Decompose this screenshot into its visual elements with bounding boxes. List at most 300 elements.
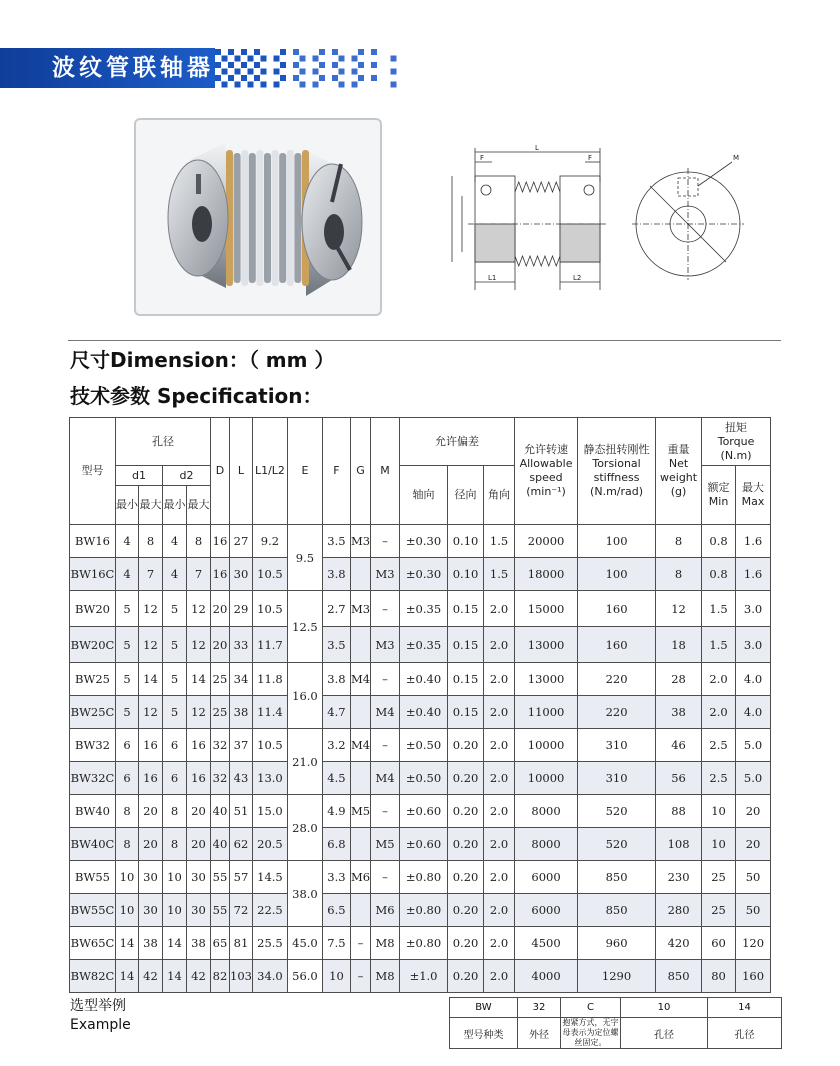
cell-d: 20 xyxy=(211,591,230,627)
cell-radial: 0.15 xyxy=(448,591,484,627)
header-model: 型号 xyxy=(70,418,116,525)
cell-l1: 11.4 xyxy=(252,696,287,729)
cell-weight: 12 xyxy=(656,591,702,627)
cell-tmax: 50 xyxy=(736,861,771,894)
cell-d: 82 xyxy=(211,960,230,993)
cell-d2min: 5 xyxy=(163,663,187,696)
cell-d2max: 42 xyxy=(187,960,211,993)
cell-e: 38.0 xyxy=(287,861,322,927)
cell-l: 33 xyxy=(230,627,253,663)
cell-g: M3 xyxy=(350,591,370,627)
cell-d1min: 8 xyxy=(116,795,139,828)
cell-rated: 1.5 xyxy=(702,591,736,627)
cell-stiff: 100 xyxy=(578,525,656,558)
cell-e: 56.0 xyxy=(287,960,322,993)
cell-d: 16 xyxy=(211,525,230,558)
drawing-label-l: L xyxy=(535,144,539,152)
cell-weight: 420 xyxy=(656,927,702,960)
cell-speed: 18000 xyxy=(515,558,578,591)
cell-d1max: 20 xyxy=(139,795,163,828)
cell-stiff: 160 xyxy=(578,591,656,627)
specification-table xyxy=(69,417,771,993)
cell-d2max: 12 xyxy=(187,696,211,729)
weight-unit: (g) xyxy=(670,485,687,498)
cell-g xyxy=(350,696,370,729)
cell-f: 6.5 xyxy=(322,894,350,927)
rated-cn: 额定 xyxy=(707,481,730,494)
cell-tmax: 3.0 xyxy=(736,627,771,663)
cell-tmax: 1.6 xyxy=(736,525,771,558)
header-angular: 角向 xyxy=(484,466,515,525)
table-row xyxy=(70,591,771,627)
cell-d2max: 38 xyxy=(187,927,211,960)
cell-d2min: 8 xyxy=(163,828,187,861)
cell-speed: 6000 xyxy=(515,861,578,894)
cell-d2max: 30 xyxy=(187,861,211,894)
header-d2-min: 最小 xyxy=(163,486,187,525)
header-max-torque xyxy=(736,466,771,525)
page-title: 波纹管联轴器 xyxy=(52,55,214,81)
cell-model: BW16C xyxy=(70,558,116,591)
cell-speed: 10000 xyxy=(515,729,578,762)
header-rated xyxy=(702,466,736,525)
table-row xyxy=(70,696,771,729)
cell-d2min: 6 xyxy=(163,762,187,795)
table-row xyxy=(70,828,771,861)
speed-cn: 允许转速 xyxy=(524,443,569,456)
cell-d: 55 xyxy=(211,861,230,894)
cell-d1min: 5 xyxy=(116,591,139,627)
cell-d1min: 14 xyxy=(116,960,139,993)
cell-e: 12.5 xyxy=(287,591,322,663)
cell-g xyxy=(350,627,370,663)
cell-radial: 0.20 xyxy=(448,729,484,762)
cell-l1: 10.5 xyxy=(252,729,287,762)
cell-g: – xyxy=(350,960,370,993)
cell-angular: 2.0 xyxy=(484,861,515,894)
speed-en2: speed xyxy=(529,471,563,484)
cell-f: 6.8 xyxy=(322,828,350,861)
table-row xyxy=(70,558,771,591)
cell-d2min: 5 xyxy=(163,696,187,729)
cell-m: – xyxy=(371,861,400,894)
cell-l1: 20.5 xyxy=(252,828,287,861)
header-radial: 径向 xyxy=(448,466,484,525)
cell-speed: 4500 xyxy=(515,927,578,960)
cell-stiff: 850 xyxy=(578,894,656,927)
cell-d1min: 5 xyxy=(116,696,139,729)
cell-f: 7.5 xyxy=(322,927,350,960)
cell-rated: 2.5 xyxy=(702,762,736,795)
cell-speed: 15000 xyxy=(515,591,578,627)
example-label-en: Example xyxy=(70,1017,131,1033)
cell-l: 81 xyxy=(230,927,253,960)
cell-tmax: 160 xyxy=(736,960,771,993)
cell-radial: 0.15 xyxy=(448,696,484,729)
table-row xyxy=(70,795,771,828)
cell-angular: 2.0 xyxy=(484,795,515,828)
cell-d1max: 30 xyxy=(139,894,163,927)
dimension-heading: 尺寸Dimension：（ mm ） xyxy=(70,348,335,372)
example-code-od: 32 xyxy=(518,998,561,1018)
cell-angular: 2.0 xyxy=(484,696,515,729)
drawing-label-l2: L2 xyxy=(573,274,582,282)
cell-f: 3.5 xyxy=(322,525,350,558)
drawing-label-f-right: F xyxy=(588,154,593,162)
header-g: G xyxy=(350,418,370,525)
cell-e: 16.0 xyxy=(287,663,322,729)
cell-model: BW25 xyxy=(70,663,116,696)
example-desc-clamp: 抱紧方式，无字母表示为定位螺丝固定。 xyxy=(562,1018,619,1047)
cell-axial: ±0.30 xyxy=(400,558,448,591)
cell-d: 16 xyxy=(211,558,230,591)
cell-l: 43 xyxy=(230,762,253,795)
cell-d1min: 10 xyxy=(116,894,139,927)
cell-speed: 8000 xyxy=(515,795,578,828)
cell-rated: 2.0 xyxy=(702,663,736,696)
cell-rated: 0.8 xyxy=(702,558,736,591)
cell-f: 3.3 xyxy=(322,861,350,894)
cell-angular: 2.0 xyxy=(484,894,515,927)
cell-model: BW40C xyxy=(70,828,116,861)
cell-rated: 2.0 xyxy=(702,696,736,729)
table-row xyxy=(70,894,771,927)
cell-d1min: 4 xyxy=(116,525,139,558)
technical-drawing xyxy=(440,142,760,304)
cell-radial: 0.10 xyxy=(448,525,484,558)
cell-tmax: 20 xyxy=(736,828,771,861)
cell-d: 25 xyxy=(211,663,230,696)
header-bore: 孔径 xyxy=(116,418,211,466)
weight-en2: weight xyxy=(660,471,698,484)
cell-d: 25 xyxy=(211,696,230,729)
header-l1l2: L1/L2 xyxy=(252,418,287,525)
cell-l: 29 xyxy=(230,591,253,627)
cell-d2max: 16 xyxy=(187,762,211,795)
cell-rated: 0.8 xyxy=(702,525,736,558)
cell-angular: 2.0 xyxy=(484,663,515,696)
table-row xyxy=(70,762,771,795)
cell-stiff: 310 xyxy=(578,762,656,795)
cell-e: 21.0 xyxy=(287,729,322,795)
cell-d2max: 7 xyxy=(187,558,211,591)
torque-cn: 扭矩 xyxy=(725,420,748,434)
cell-tmax: 3.0 xyxy=(736,591,771,627)
header-d: D xyxy=(211,418,230,525)
cell-l1: 13.0 xyxy=(252,762,287,795)
table-row xyxy=(70,861,771,894)
cell-l1: 10.5 xyxy=(252,591,287,627)
cell-f: 4.5 xyxy=(322,762,350,795)
cell-radial: 0.20 xyxy=(448,894,484,927)
cell-d1max: 16 xyxy=(139,762,163,795)
cell-e: 45.0 xyxy=(287,927,322,960)
cell-weight: 230 xyxy=(656,861,702,894)
cell-d2min: 5 xyxy=(163,627,187,663)
cell-speed: 13000 xyxy=(515,663,578,696)
drawing-label-l1: L1 xyxy=(488,274,497,282)
cell-radial: 0.20 xyxy=(448,795,484,828)
cell-angular: 2.0 xyxy=(484,828,515,861)
stiff-en1: Torsional xyxy=(592,457,641,470)
cell-axial: ±0.80 xyxy=(400,927,448,960)
cell-d: 32 xyxy=(211,729,230,762)
cell-d: 32 xyxy=(211,762,230,795)
cell-axial: ±1.0 xyxy=(400,960,448,993)
cell-rated: 2.5 xyxy=(702,729,736,762)
cell-tmax: 1.6 xyxy=(736,558,771,591)
cell-rated: 10 xyxy=(702,795,736,828)
cell-stiff: 850 xyxy=(578,861,656,894)
cell-radial: 0.20 xyxy=(448,960,484,993)
rated-en: Min xyxy=(708,495,729,508)
cell-d1min: 6 xyxy=(116,762,139,795)
cell-e: 28.0 xyxy=(287,795,322,861)
cell-model: BW32 xyxy=(70,729,116,762)
header-d1-max: 最大 xyxy=(139,486,163,525)
header-axial: 轴向 xyxy=(400,466,448,525)
title-banner xyxy=(0,48,410,88)
example-label-cn: 选型举例 xyxy=(70,998,126,1014)
cell-axial: ±0.40 xyxy=(400,696,448,729)
cell-g: M5 xyxy=(350,795,370,828)
header-weight xyxy=(656,418,702,525)
cell-tmax: 5.0 xyxy=(736,762,771,795)
cell-tmax: 5.0 xyxy=(736,729,771,762)
cell-rated: 80 xyxy=(702,960,736,993)
cell-l1: 14.5 xyxy=(252,861,287,894)
cell-d1max: 30 xyxy=(139,861,163,894)
cell-radial: 0.20 xyxy=(448,861,484,894)
cell-d1max: 16 xyxy=(139,729,163,762)
cell-m: M8 xyxy=(371,927,400,960)
cell-model: BW16 xyxy=(70,525,116,558)
cell-axial: ±0.40 xyxy=(400,663,448,696)
cell-speed: 10000 xyxy=(515,762,578,795)
cell-weight: 108 xyxy=(656,828,702,861)
cell-d1min: 8 xyxy=(116,828,139,861)
cell-d: 40 xyxy=(211,795,230,828)
cell-d1max: 14 xyxy=(139,663,163,696)
cell-tmax: 4.0 xyxy=(736,696,771,729)
cell-tmax: 4.0 xyxy=(736,663,771,696)
cell-d2min: 10 xyxy=(163,861,187,894)
cell-l: 27 xyxy=(230,525,253,558)
cell-weight: 38 xyxy=(656,696,702,729)
cell-axial: ±0.80 xyxy=(400,861,448,894)
header-d1-min: 最小 xyxy=(116,486,139,525)
cell-angular: 2.0 xyxy=(484,960,515,993)
cell-weight: 46 xyxy=(656,729,702,762)
weight-en1: Net xyxy=(668,457,689,470)
max-cn: 最大 xyxy=(742,481,765,494)
cell-d1max: 12 xyxy=(139,696,163,729)
cell-d1min: 6 xyxy=(116,729,139,762)
cell-d1min: 5 xyxy=(116,663,139,696)
cell-f: 4.9 xyxy=(322,795,350,828)
cell-tmax: 50 xyxy=(736,894,771,927)
cell-m: M6 xyxy=(371,894,400,927)
cell-d1max: 42 xyxy=(139,960,163,993)
header-misalignment: 允许偏差 xyxy=(400,418,515,466)
cell-f: 3.8 xyxy=(322,663,350,696)
cell-d: 20 xyxy=(211,627,230,663)
cell-tmax: 120 xyxy=(736,927,771,960)
cell-g xyxy=(350,828,370,861)
header-l: L xyxy=(230,418,253,525)
cell-d1max: 7 xyxy=(139,558,163,591)
cell-radial: 0.10 xyxy=(448,558,484,591)
cell-m: – xyxy=(371,663,400,696)
cell-d2min: 4 xyxy=(163,525,187,558)
cell-axial: ±0.60 xyxy=(400,828,448,861)
cell-speed: 6000 xyxy=(515,894,578,927)
cell-model: BW20 xyxy=(70,591,116,627)
cell-axial: ±0.35 xyxy=(400,627,448,663)
cell-rated: 60 xyxy=(702,927,736,960)
cell-d2min: 4 xyxy=(163,558,187,591)
cell-f: 10 xyxy=(322,960,350,993)
cell-axial: ±0.50 xyxy=(400,762,448,795)
example-code-type: BW xyxy=(450,998,518,1018)
cell-l1: 9.2 xyxy=(252,525,287,558)
cell-g: – xyxy=(350,927,370,960)
cell-stiff: 960 xyxy=(578,927,656,960)
stiff-cn: 静态扭转刚性 xyxy=(583,443,650,456)
cell-l: 103 xyxy=(230,960,253,993)
cell-m: – xyxy=(371,591,400,627)
cell-g xyxy=(350,558,370,591)
cell-model: BW65C xyxy=(70,927,116,960)
example-desc-bore1: 孔径 xyxy=(621,1018,708,1049)
cell-l1: 15.0 xyxy=(252,795,287,828)
cell-speed: 13000 xyxy=(515,627,578,663)
cell-speed: 4000 xyxy=(515,960,578,993)
cell-l: 57 xyxy=(230,861,253,894)
cell-d2max: 20 xyxy=(187,795,211,828)
cell-d2max: 30 xyxy=(187,894,211,927)
cell-d1min: 10 xyxy=(116,861,139,894)
cell-angular: 2.0 xyxy=(484,627,515,663)
cell-e: 9.5 xyxy=(287,525,322,591)
cell-tmax: 20 xyxy=(736,795,771,828)
cell-l: 72 xyxy=(230,894,253,927)
cell-d2max: 12 xyxy=(187,627,211,663)
cell-axial: ±0.80 xyxy=(400,894,448,927)
header-f: F xyxy=(322,418,350,525)
cell-l: 38 xyxy=(230,696,253,729)
cell-m: M3 xyxy=(371,558,400,591)
cell-g: M3 xyxy=(350,525,370,558)
header-stiffness xyxy=(578,418,656,525)
cell-d1max: 12 xyxy=(139,627,163,663)
cell-l: 30 xyxy=(230,558,253,591)
cell-angular: 1.5 xyxy=(484,525,515,558)
table-row xyxy=(70,729,771,762)
cell-d2max: 16 xyxy=(187,729,211,762)
cell-stiff: 160 xyxy=(578,627,656,663)
header-m: M xyxy=(371,418,400,525)
cell-d2min: 8 xyxy=(163,795,187,828)
cell-axial: ±0.35 xyxy=(400,591,448,627)
cell-f: 2.7 xyxy=(322,591,350,627)
drawing-label-f-left: F xyxy=(480,154,485,162)
cell-l: 51 xyxy=(230,795,253,828)
speed-unit: (min⁻¹) xyxy=(526,485,566,498)
drawing-label-m: M xyxy=(733,154,740,162)
cell-model: BW82C xyxy=(70,960,116,993)
cell-g: M6 xyxy=(350,861,370,894)
cell-weight: 8 xyxy=(656,525,702,558)
cell-d: 55 xyxy=(211,894,230,927)
cell-d2max: 12 xyxy=(187,591,211,627)
example-label xyxy=(70,997,131,1035)
example-desc-type: 型号种类 xyxy=(450,1018,518,1049)
cell-rated: 25 xyxy=(702,861,736,894)
cell-m: M5 xyxy=(371,828,400,861)
cell-speed: 20000 xyxy=(515,525,578,558)
cell-d2min: 5 xyxy=(163,591,187,627)
cell-model: BW55 xyxy=(70,861,116,894)
cell-l1: 34.0 xyxy=(252,960,287,993)
banner-mosaic-pattern xyxy=(215,48,410,88)
cell-rated: 25 xyxy=(702,894,736,927)
cell-radial: 0.20 xyxy=(448,927,484,960)
cell-model: BW20C xyxy=(70,627,116,663)
cell-angular: 1.5 xyxy=(484,558,515,591)
cell-m: – xyxy=(371,525,400,558)
cell-rated: 1.5 xyxy=(702,627,736,663)
stiff-unit: (N.m/rad) xyxy=(590,485,644,498)
cell-axial: ±0.50 xyxy=(400,729,448,762)
cell-l: 37 xyxy=(230,729,253,762)
header-d2: d2 xyxy=(163,466,211,486)
weight-cn: 重量 xyxy=(667,443,690,456)
cell-stiff: 520 xyxy=(578,828,656,861)
cell-m: M4 xyxy=(371,696,400,729)
example-desc-od: 外径 xyxy=(518,1018,561,1049)
header-speed xyxy=(515,418,578,525)
cell-d1max: 20 xyxy=(139,828,163,861)
cell-g xyxy=(350,894,370,927)
cell-d: 65 xyxy=(211,927,230,960)
cell-f: 3.5 xyxy=(322,627,350,663)
cell-l: 34 xyxy=(230,663,253,696)
section-divider xyxy=(68,340,781,341)
cell-f: 3.2 xyxy=(322,729,350,762)
cell-weight: 18 xyxy=(656,627,702,663)
cell-l1: 11.8 xyxy=(252,663,287,696)
cell-d1min: 5 xyxy=(116,627,139,663)
cell-l1: 25.5 xyxy=(252,927,287,960)
example-code-bore2: 14 xyxy=(708,998,782,1018)
cell-angular: 2.0 xyxy=(484,927,515,960)
cell-m: M3 xyxy=(371,627,400,663)
example-code-clamp: C xyxy=(561,998,621,1018)
cell-d2max: 8 xyxy=(187,525,211,558)
cell-m: M8 xyxy=(371,960,400,993)
cell-speed: 11000 xyxy=(515,696,578,729)
cell-l1: 22.5 xyxy=(252,894,287,927)
cell-d2min: 14 xyxy=(163,927,187,960)
example-desc-bore2: 孔径 xyxy=(708,1018,782,1049)
cell-d1max: 38 xyxy=(139,927,163,960)
cell-d2max: 20 xyxy=(187,828,211,861)
cell-angular: 2.0 xyxy=(484,729,515,762)
cell-weight: 28 xyxy=(656,663,702,696)
cell-stiff: 310 xyxy=(578,729,656,762)
cell-m: – xyxy=(371,729,400,762)
